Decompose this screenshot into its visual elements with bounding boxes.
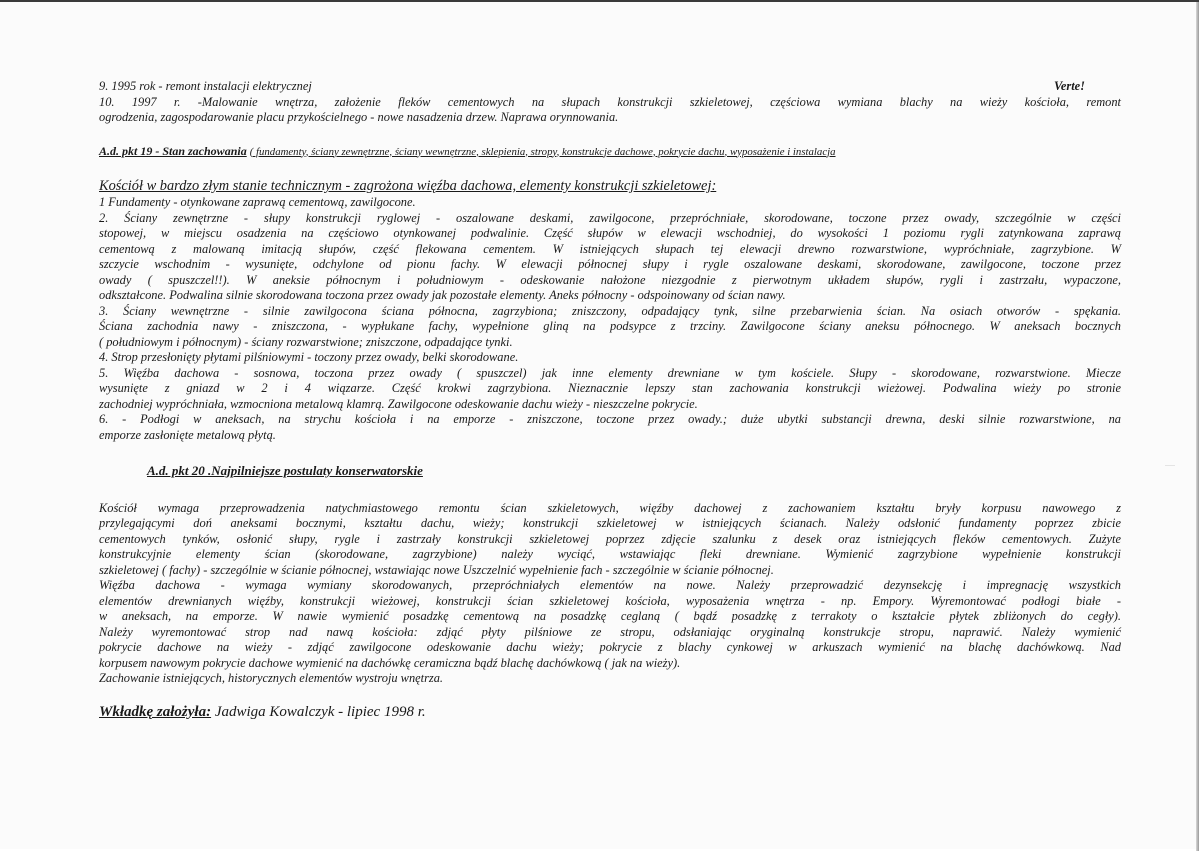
postulate-line: przylegającymi doń aneksami bocznymi, kształtu dachu, wieży; konstrukcji szkieletowej w istniejących ścianach. Należy odsłonić fundamenty poprzez zbicie: [99, 516, 1121, 530]
condition-line: emporze zasłonięte metalową płytą.: [99, 427, 276, 442]
condition-line: 2. Ściany zewnętrzne - słupy konstrukcji ryglowej - oszalowane deskami, zawilgocone, przepróchniałe, skorodowane, toczone przez owady, szczególnie w części: [99, 210, 1121, 225]
section-19-heading: A.d. pkt 19 - Stan zachowania: [99, 143, 247, 158]
condition-line: 1 Fundamenty - otynkowane zaprawą cementową, zawilgocone.: [99, 195, 416, 209]
postulate-line: korpusem nawowym pokrycie dachowe wymienić na dachówkę ceramiczna bądź blachę dachówkową ( jak na wieży).: [99, 655, 681, 670]
history-item-10-line-1: 10. 1997 r. -Malowanie wnętrza, założenie fleków cementowych na słupach konstrukcji szkieletowej, częściowa wymiana blachy na wieży kościoła, remont: [99, 94, 1121, 109]
top-line-1: [99, 79, 1121, 95]
signature-row: [99, 705, 1121, 721]
condition-line: Ściana zachodnia nawy - zniszczona, - wypłukane fachy, wypełnione gliną na podsypce z trzciny. Zawilgocone ściany aneksu północnego. W aneksach bocznych: [99, 319, 1121, 333]
section-19-heading-row: [99, 144, 1121, 161]
condition-line: zachodniej wypróchniała, wzmocniona metalową klamrą. Zawilgocone odeskowanie dachu wieży - nieszczelne pokrycie.: [99, 396, 698, 411]
condition-title: Kościół w bardzo złym stanie technicznym - zagrożona więźba dachowa, elementy konstrukcji szkieletowej:: [99, 178, 717, 194]
postulate-line: Należy wyremontować strop nad nawą kościoła: zdjąć płyty pilśniowe ze stropu, odsłaniając oryginalną konstrukcje stropu, naprawić. Należy wymienić: [99, 624, 1121, 639]
verte-note: Verte!: [1054, 79, 1085, 93]
condition-line: ( południowym i północnym) - ściany rozwarstwione; zniszczone, odpadające tynki.: [99, 334, 513, 349]
history-item-10-line-2: ogrodzenia, zagospodarowanie placu przykościelnego - nowe nasadzenia drzew. Naprawa orynnowania.: [99, 110, 619, 124]
condition-line: 6. - Podłogi w aneksach, na strychu kościoła i na emporze - zniszczone, toczone przez owady.; duże ubytki substancji drewna, deski silnie rozwarstwione, na: [99, 412, 1121, 426]
postulate-line: Zachowanie istniejących, historycznych elementów wystroju wnętrza.: [99, 671, 444, 685]
postulates-body: [99, 501, 1121, 687]
scan-mark: [1165, 465, 1175, 466]
postulate-line: Kościół wymaga przeprowadzenia natychmiastowego remontu ścian szkieletowych, więźby dachowej z zachowaniem kształtu bryły korpusu nawowego z: [99, 500, 1121, 515]
condition-line: 4. Strop przesłonięty płytami pilśniowymi - toczony przez owady, belki skorodowane.: [99, 350, 519, 364]
signature-label: Wkładkę założyła:: [99, 703, 212, 720]
section-19-subheading: ( fundamenty, ściany zewnętrzne, ściany wewnętrzne, sklepienia, stropy, konstrukcje dachowe, pokrycie dachu, wyposażenie i instalacja: [249, 145, 836, 158]
condition-body: [99, 195, 1121, 443]
postulate-line: cementowych tynków, osłonić słupy, rygle i zastrzały konstrukcji szkieletowej poprzez zdjęcie szalunku z desek oraz istniejących fleków cementowych. Zużyte: [99, 531, 1121, 546]
condition-line: odkształcone. Podwalina silnie skorodowana toczona przez owady jak pozostałe elementy. Aneks północny - odspoinowany od ścian nawy.: [99, 288, 786, 302]
condition-line: szczycie wschodnim - wysunięte, odchylone od pionu fachy. W elewacji północnej słupy i rygle oszalowane deskami, skorodowane, zawilgocone, toczone przez: [99, 257, 1121, 271]
condition-line: 5. Więźba dachowa - sosnowa, toczona przez owady ( spuszczel) jak inne elementy drewniane w tym kościele. Słupy - skorodowane, rozwarstwione. Miecze: [99, 365, 1121, 380]
postulate-line: Więźba dachowa - wymaga wymiany skorodowanych, przepróchniałych elementów na nowe. Należy przeprowadzić dezynsekcję i impregnację wszystkich: [99, 578, 1121, 592]
condition-line: stopowej, w miejscu osadzenia na częściowo otynkowanej podwalinie. Część słupów w elewacji wschodniej, do wysokości 1 poziomu rygli zatynkowana zaprawą: [99, 226, 1121, 240]
section-20-heading: A.d. pkt 20 .Najpilniejsze postulaty konserwatorskie: [147, 463, 423, 478]
postulate-line: w aneksach, na emporze. W nawie wymienić posadzkę cementową na posadzkę ceglaną ( bądź posadzkę z terrakoty o kształcie płytek zbliżonych do cegły).: [99, 609, 1121, 623]
postulate-line: elementów drewnianych więźby, konstrukcji wieżowej, konstrukcji ścian szkieletowej kościoła, wyposażenia wnętrza - np. Empory. Wyremontować podłogi białe -: [99, 593, 1121, 608]
condition-line: 3. Ściany wewnętrzne - silnie zawilgocona ściana północna, zagrzybiona; zniszczony, odpadający tynk, silne przebarwienia ścian. Na osiach otworów - spękania.: [99, 303, 1121, 318]
condition-line: cementową z malowaną imitacją słupów, część flekowana cementem. W istniejących słupach tej elewacji drewno rozwarstwione, wypróchniałe, zagrzybione. W: [99, 241, 1121, 256]
postulate-line: konstrukcyjnie elementy ścian (skorodowane, zagrzybione) należy wyciąć, wstawiając fleki drewniane. Wymienić zagrzybione wypełnienie konstrukcji: [99, 547, 1121, 561]
postulate-line: szkieletowej ( fachy) - szczególnie w ścianie północnej, wstawiając nowe Uszczelnić wypełnienie fach - szczególnie w ścianie północnej.: [99, 562, 774, 577]
condition-line: wysunięte z gniazd w 2 i 4 wiązarze. Część krokwi zagrzybiona. Nieznacznie lepszy stan zachowania konstrukcji wieżowej. Podwalina wieży po stronie: [99, 381, 1121, 395]
history-item-9: 9. 1995 rok - remont instalacji elektrycznej: [99, 79, 312, 93]
postulate-line: pokrycie dachowe na wieży - zdjąć zawilgocone odeskowanie dachu wieży; pokrycie z blachy cynkowej w arkuszach wymienić na blachę dachówkową. Nad: [99, 640, 1121, 654]
condition-line: owady ( spuszczel!!). W aneksie północnym i południowym - odeskowanie nałożone niezgodnie z pierwotnym układem słupów, rygli i zastrzału, wypaczone,: [99, 272, 1121, 287]
document-content: [99, 79, 1121, 720]
signature-text: Jadwiga Kowalczyk - lipiec 1998 r.: [214, 703, 426, 720]
